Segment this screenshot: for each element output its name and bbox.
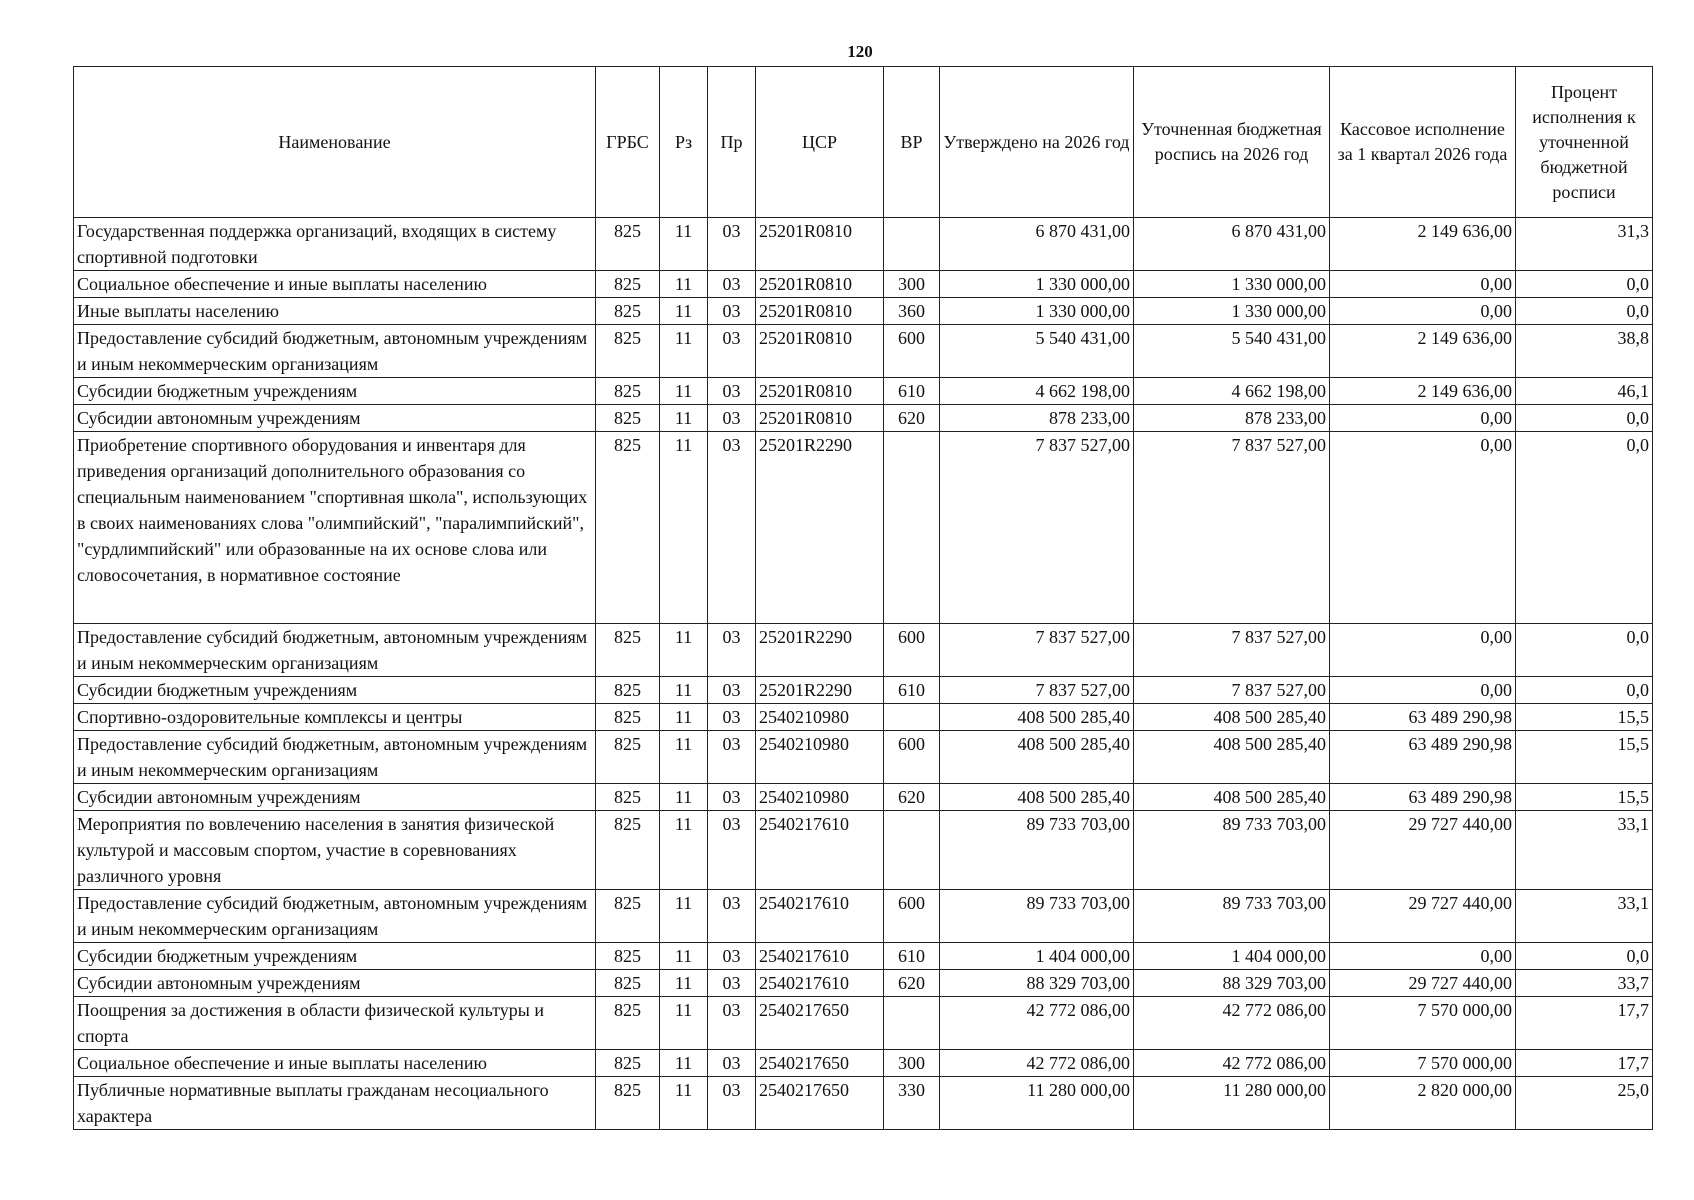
cell-vr: 620	[884, 970, 940, 997]
cell-refined: 1 330 000,00	[1134, 298, 1330, 325]
cell-cash: 63 489 290,98	[1330, 784, 1516, 811]
cell-cash: 7 570 000,00	[1330, 997, 1516, 1050]
col-header-refined: Уточненная бюджетная роспись на 2026 год	[1134, 67, 1330, 218]
cell-approved: 4 662 198,00	[940, 378, 1134, 405]
cell-refined: 6 870 431,00	[1134, 218, 1330, 271]
cell-approved: 6 870 431,00	[940, 218, 1134, 271]
cell-pr: 03	[708, 218, 756, 271]
cell-vr: 330	[884, 1077, 940, 1130]
cell-name: Субсидии автономным учреждениям	[74, 970, 596, 997]
cell-percent: 0,0	[1516, 624, 1653, 677]
cell-name: Спортивно-оздоровительные комплексы и центры	[74, 704, 596, 731]
cell-rz: 11	[660, 890, 708, 943]
cell-pr: 03	[708, 731, 756, 784]
col-header-rz: Рз	[660, 67, 708, 218]
cell-grbs: 825	[596, 271, 660, 298]
cell-cash: 0,00	[1330, 624, 1516, 677]
cell-percent: 33,1	[1516, 890, 1653, 943]
cell-approved: 408 500 285,40	[940, 704, 1134, 731]
table-row	[74, 704, 1653, 731]
cell-csr: 25201R0810	[756, 271, 884, 298]
cell-csr: 2540210980	[756, 704, 884, 731]
cell-name: Предоставление субсидий бюджетным, автономным учреждениям и иным некоммерческим организациям	[74, 731, 596, 784]
cell-vr: 300	[884, 1050, 940, 1077]
cell-csr: 2540217610	[756, 943, 884, 970]
table-row	[74, 271, 1653, 298]
cell-approved: 1 330 000,00	[940, 298, 1134, 325]
cell-vr: 600	[884, 731, 940, 784]
cell-csr: 2540217650	[756, 997, 884, 1050]
cell-csr: 2540217610	[756, 890, 884, 943]
cell-csr: 25201R0810	[756, 218, 884, 271]
cell-approved: 42 772 086,00	[940, 1050, 1134, 1077]
col-header-pr: Пр	[708, 67, 756, 218]
cell-grbs: 825	[596, 997, 660, 1050]
cell-vr	[884, 218, 940, 271]
cell-refined: 89 733 703,00	[1134, 890, 1330, 943]
cell-name: Предоставление субсидий бюджетным, автономным учреждениям и иным некоммерческим организациям	[74, 325, 596, 378]
budget-execution-table	[73, 66, 1653, 1130]
cell-rz: 11	[660, 1077, 708, 1130]
cell-cash: 0,00	[1330, 943, 1516, 970]
cell-refined: 878 233,00	[1134, 405, 1330, 432]
cell-percent: 0,0	[1516, 677, 1653, 704]
cell-pr: 03	[708, 378, 756, 405]
table-row	[74, 811, 1653, 890]
cell-name: Субсидии бюджетным учреждениям	[74, 677, 596, 704]
cell-percent: 0,0	[1516, 432, 1653, 624]
cell-grbs: 825	[596, 970, 660, 997]
cell-vr: 620	[884, 405, 940, 432]
cell-rz: 11	[660, 943, 708, 970]
cell-percent: 15,5	[1516, 731, 1653, 784]
cell-percent: 0,0	[1516, 271, 1653, 298]
cell-rz: 11	[660, 784, 708, 811]
cell-pr: 03	[708, 298, 756, 325]
cell-approved: 89 733 703,00	[940, 811, 1134, 890]
cell-csr: 25201R2290	[756, 624, 884, 677]
cell-csr: 25201R2290	[756, 432, 884, 624]
cell-name: Субсидии бюджетным учреждениям	[74, 943, 596, 970]
cell-cash: 2 149 636,00	[1330, 218, 1516, 271]
cell-cash: 63 489 290,98	[1330, 731, 1516, 784]
cell-refined: 42 772 086,00	[1134, 997, 1330, 1050]
cell-percent: 17,7	[1516, 1050, 1653, 1077]
cell-cash: 2 149 636,00	[1330, 325, 1516, 378]
cell-cash: 29 727 440,00	[1330, 970, 1516, 997]
col-header-vr: ВР	[884, 67, 940, 218]
cell-cash: 0,00	[1330, 298, 1516, 325]
cell-refined: 1 404 000,00	[1134, 943, 1330, 970]
cell-pr: 03	[708, 997, 756, 1050]
cell-cash: 0,00	[1330, 271, 1516, 298]
cell-grbs: 825	[596, 1050, 660, 1077]
cell-pr: 03	[708, 677, 756, 704]
table-row	[74, 405, 1653, 432]
cell-pr: 03	[708, 811, 756, 890]
cell-refined: 5 540 431,00	[1134, 325, 1330, 378]
cell-pr: 03	[708, 943, 756, 970]
cell-rz: 11	[660, 970, 708, 997]
cell-vr	[884, 811, 940, 890]
table-row	[74, 1077, 1653, 1130]
cell-rz: 11	[660, 378, 708, 405]
cell-rz: 11	[660, 677, 708, 704]
table-row	[74, 731, 1653, 784]
table-row	[74, 677, 1653, 704]
cell-pr: 03	[708, 271, 756, 298]
cell-vr: 620	[884, 784, 940, 811]
table-row	[74, 784, 1653, 811]
cell-grbs: 825	[596, 378, 660, 405]
cell-csr: 25201R0810	[756, 405, 884, 432]
cell-pr: 03	[708, 784, 756, 811]
cell-name: Субсидии бюджетным учреждениям	[74, 378, 596, 405]
cell-grbs: 825	[596, 405, 660, 432]
cell-pr: 03	[708, 405, 756, 432]
cell-approved: 7 837 527,00	[940, 677, 1134, 704]
cell-rz: 11	[660, 811, 708, 890]
cell-vr	[884, 704, 940, 731]
cell-rz: 11	[660, 432, 708, 624]
cell-percent: 0,0	[1516, 943, 1653, 970]
cell-grbs: 825	[596, 218, 660, 271]
cell-csr: 2540217650	[756, 1050, 884, 1077]
cell-percent: 0,0	[1516, 298, 1653, 325]
col-header-grbs: ГРБС	[596, 67, 660, 218]
cell-name: Предоставление субсидий бюджетным, автономным учреждениям и иным некоммерческим организациям	[74, 890, 596, 943]
cell-refined: 88 329 703,00	[1134, 970, 1330, 997]
cell-cash: 2 820 000,00	[1330, 1077, 1516, 1130]
cell-name: Субсидии автономным учреждениям	[74, 784, 596, 811]
table-row	[74, 624, 1653, 677]
cell-refined: 1 330 000,00	[1134, 271, 1330, 298]
cell-pr: 03	[708, 1077, 756, 1130]
cell-refined: 408 500 285,40	[1134, 784, 1330, 811]
cell-grbs: 825	[596, 298, 660, 325]
table-header-row	[74, 67, 1653, 218]
cell-vr: 600	[884, 890, 940, 943]
table-row	[74, 997, 1653, 1050]
cell-cash: 0,00	[1330, 677, 1516, 704]
cell-percent: 15,5	[1516, 784, 1653, 811]
cell-name: Мероприятия по вовлечению населения в занятия физической культурой и массовым спортом, участие в соревнованиях различного уровня	[74, 811, 596, 890]
cell-approved: 878 233,00	[940, 405, 1134, 432]
cell-pr: 03	[708, 704, 756, 731]
col-header-approved: Утверждено на 2026 год	[940, 67, 1134, 218]
cell-rz: 11	[660, 325, 708, 378]
cell-refined: 408 500 285,40	[1134, 731, 1330, 784]
cell-csr: 2540217610	[756, 811, 884, 890]
cell-grbs: 825	[596, 432, 660, 624]
cell-pr: 03	[708, 624, 756, 677]
cell-percent: 15,5	[1516, 704, 1653, 731]
cell-approved: 7 837 527,00	[940, 624, 1134, 677]
cell-name: Публичные нормативные выплаты гражданам несоциального характера	[74, 1077, 596, 1130]
cell-grbs: 825	[596, 784, 660, 811]
col-header-percent: Процент исполнения к уточненной бюджетной росписи	[1516, 67, 1653, 218]
cell-pr: 03	[708, 432, 756, 624]
cell-grbs: 825	[596, 1077, 660, 1130]
cell-refined: 42 772 086,00	[1134, 1050, 1330, 1077]
cell-percent: 17,7	[1516, 997, 1653, 1050]
col-header-name: Наименование	[74, 67, 596, 218]
cell-cash: 29 727 440,00	[1330, 890, 1516, 943]
cell-approved: 1 404 000,00	[940, 943, 1134, 970]
cell-grbs: 825	[596, 890, 660, 943]
cell-name: Социальное обеспечение и иные выплаты населению	[74, 271, 596, 298]
cell-vr: 600	[884, 624, 940, 677]
cell-name: Иные выплаты населению	[74, 298, 596, 325]
cell-approved: 5 540 431,00	[940, 325, 1134, 378]
cell-grbs: 825	[596, 943, 660, 970]
cell-refined: 7 837 527,00	[1134, 624, 1330, 677]
cell-approved: 408 500 285,40	[940, 731, 1134, 784]
cell-approved: 408 500 285,40	[940, 784, 1134, 811]
cell-grbs: 825	[596, 325, 660, 378]
cell-rz: 11	[660, 405, 708, 432]
cell-name: Приобретение спортивного оборудования и инвентаря для приведения организаций дополнительного образования со специальным наименованием "спортивная школа", использующих в своих наименованиях слова "олимпийский", "паралимпийский", "сурдлимпийский" или образованные на их основе слова или словосочетания, в нормативное состояние	[74, 432, 596, 624]
table-row	[74, 1050, 1653, 1077]
table-row	[74, 325, 1653, 378]
cell-pr: 03	[708, 1050, 756, 1077]
cell-rz: 11	[660, 731, 708, 784]
cell-percent: 38,8	[1516, 325, 1653, 378]
cell-rz: 11	[660, 271, 708, 298]
cell-grbs: 825	[596, 731, 660, 784]
table-row	[74, 970, 1653, 997]
cell-cash: 29 727 440,00	[1330, 811, 1516, 890]
table-row	[74, 298, 1653, 325]
table-row	[74, 378, 1653, 405]
cell-percent: 33,1	[1516, 811, 1653, 890]
cell-approved: 88 329 703,00	[940, 970, 1134, 997]
table-row	[74, 943, 1653, 970]
cell-approved: 89 733 703,00	[940, 890, 1134, 943]
cell-name: Субсидии автономным учреждениям	[74, 405, 596, 432]
cell-refined: 7 837 527,00	[1134, 677, 1330, 704]
cell-grbs: 825	[596, 811, 660, 890]
cell-vr: 300	[884, 271, 940, 298]
cell-cash: 2 149 636,00	[1330, 378, 1516, 405]
cell-vr: 610	[884, 677, 940, 704]
cell-percent: 25,0	[1516, 1077, 1653, 1130]
cell-cash: 0,00	[1330, 405, 1516, 432]
cell-csr: 25201R0810	[756, 298, 884, 325]
table-row	[74, 890, 1653, 943]
cell-percent: 46,1	[1516, 378, 1653, 405]
cell-name: Предоставление субсидий бюджетным, автономным учреждениям и иным некоммерческим организациям	[74, 624, 596, 677]
cell-refined: 7 837 527,00	[1134, 432, 1330, 624]
cell-vr: 360	[884, 298, 940, 325]
cell-approved: 11 280 000,00	[940, 1077, 1134, 1130]
cell-csr: 2540210980	[756, 731, 884, 784]
cell-grbs: 825	[596, 704, 660, 731]
cell-refined: 4 662 198,00	[1134, 378, 1330, 405]
cell-pr: 03	[708, 325, 756, 378]
cell-approved: 7 837 527,00	[940, 432, 1134, 624]
cell-approved: 1 330 000,00	[940, 271, 1134, 298]
cell-percent: 33,7	[1516, 970, 1653, 997]
cell-pr: 03	[708, 970, 756, 997]
page-number: 120	[847, 42, 873, 61]
cell-cash: 63 489 290,98	[1330, 704, 1516, 731]
cell-cash: 0,00	[1330, 432, 1516, 624]
cell-pr: 03	[708, 890, 756, 943]
cell-rz: 11	[660, 704, 708, 731]
cell-rz: 11	[660, 218, 708, 271]
cell-percent: 31,3	[1516, 218, 1653, 271]
cell-name: Поощрения за достижения в области физической культуры и спорта	[74, 997, 596, 1050]
cell-approved: 42 772 086,00	[940, 997, 1134, 1050]
cell-vr	[884, 432, 940, 624]
cell-csr: 2540217650	[756, 1077, 884, 1130]
cell-rz: 11	[660, 1050, 708, 1077]
table-row	[74, 432, 1653, 624]
table-body	[74, 218, 1653, 1130]
cell-vr: 610	[884, 378, 940, 405]
col-header-csr: ЦСР	[756, 67, 884, 218]
cell-vr: 600	[884, 325, 940, 378]
cell-grbs: 825	[596, 624, 660, 677]
cell-refined: 89 733 703,00	[1134, 811, 1330, 890]
cell-rz: 11	[660, 298, 708, 325]
table-row	[74, 218, 1653, 271]
cell-refined: 11 280 000,00	[1134, 1077, 1330, 1130]
cell-name: Социальное обеспечение и иные выплаты населению	[74, 1050, 596, 1077]
cell-rz: 11	[660, 997, 708, 1050]
cell-name: Государственная поддержка организаций, входящих в систему спортивной подготовки	[74, 218, 596, 271]
cell-csr: 2540210980	[756, 784, 884, 811]
cell-vr: 610	[884, 943, 940, 970]
cell-cash: 7 570 000,00	[1330, 1050, 1516, 1077]
cell-rz: 11	[660, 624, 708, 677]
cell-percent: 0,0	[1516, 405, 1653, 432]
col-header-cash: Кассовое исполнение за 1 квартал 2026 года	[1330, 67, 1516, 218]
cell-csr: 25201R0810	[756, 325, 884, 378]
cell-refined: 408 500 285,40	[1134, 704, 1330, 731]
cell-csr: 25201R2290	[756, 677, 884, 704]
cell-grbs: 825	[596, 677, 660, 704]
cell-csr: 2540217610	[756, 970, 884, 997]
cell-csr: 25201R0810	[756, 378, 884, 405]
cell-vr	[884, 997, 940, 1050]
